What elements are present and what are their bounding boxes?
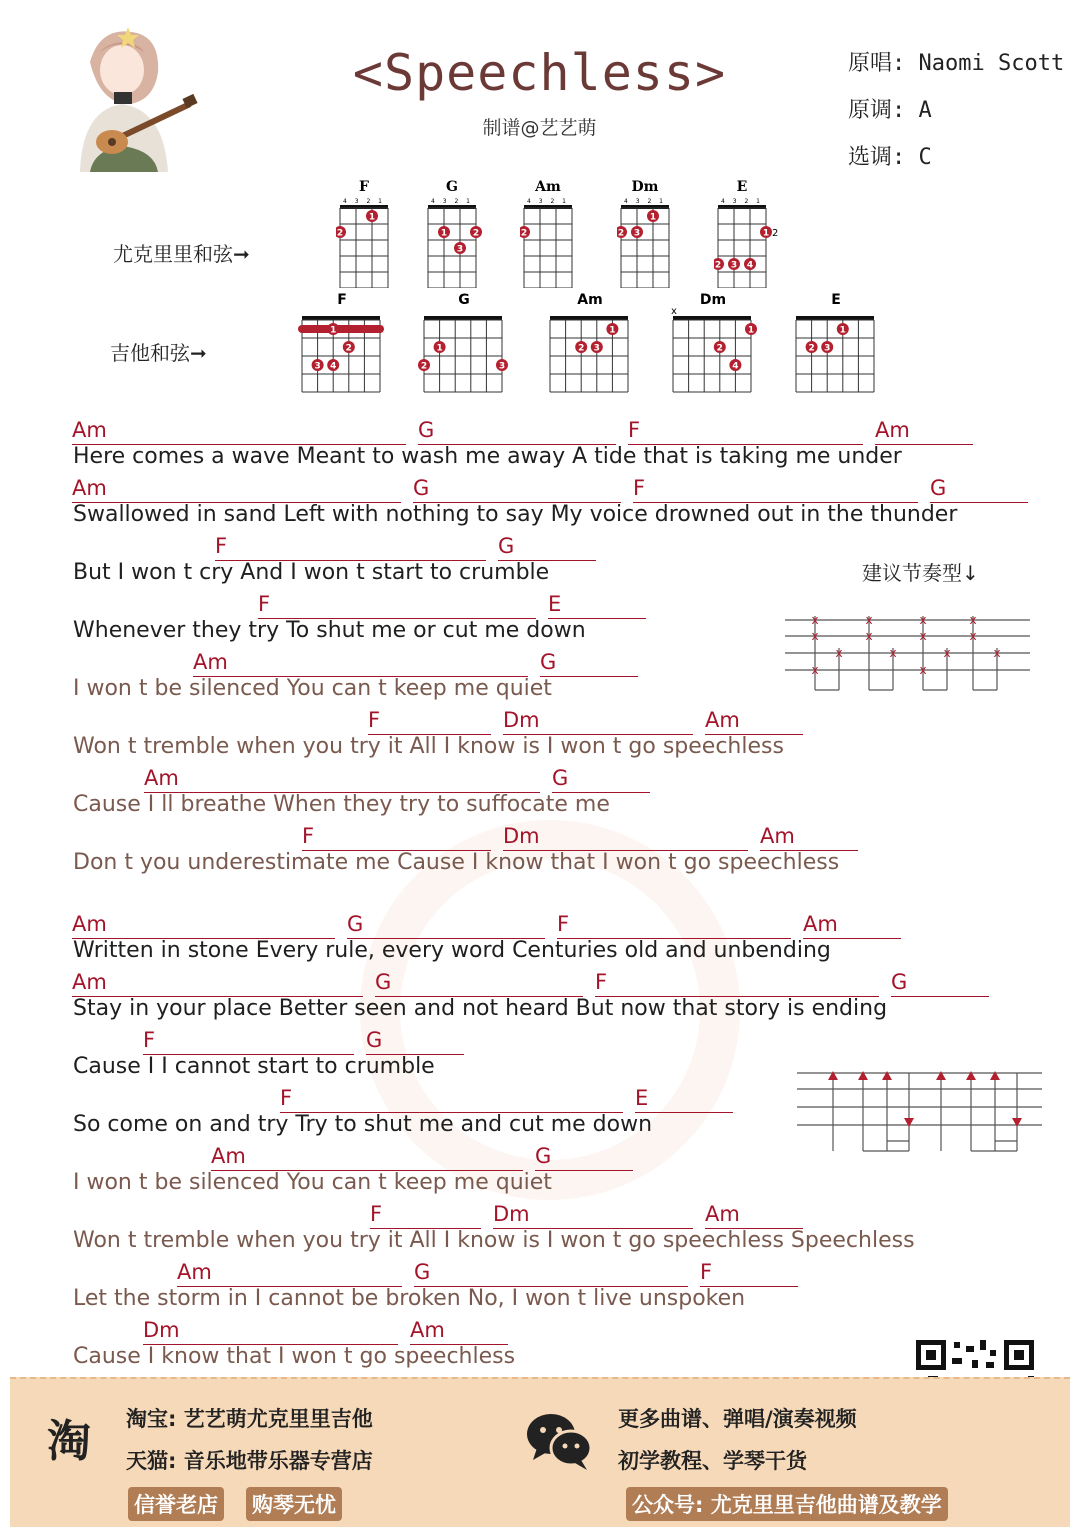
svg-text:1: 1 <box>747 325 755 336</box>
chord-label: Am <box>72 418 107 442</box>
svg-text:2: 2 <box>716 343 723 354</box>
chord-label: Dm <box>493 1202 530 1226</box>
finger-dot <box>366 210 378 223</box>
finger-dot <box>343 341 355 354</box>
svg-text:1: 1 <box>330 325 337 336</box>
chord-label: F <box>628 418 641 442</box>
finger-dot <box>606 323 618 336</box>
finger-dot <box>496 359 508 372</box>
svg-text:2: 2 <box>472 228 480 239</box>
finger-dot <box>327 323 339 336</box>
svg-text:x: x <box>889 646 897 660</box>
chord-label: Am <box>803 912 838 936</box>
svg-text:1: 1 <box>436 343 443 354</box>
arranger-credit: 制谱@艺艺萌 <box>482 117 597 139</box>
chord-label: F <box>258 592 271 616</box>
chord-name: E <box>831 292 841 308</box>
finger-dot <box>631 226 643 239</box>
ukulele-chord-g <box>424 176 500 288</box>
svg-text:2: 2 <box>345 343 352 354</box>
ukulele-chord-e <box>714 176 790 288</box>
chord-underline <box>540 676 638 677</box>
lyric-line: Won t tremble when you try it All I know is I won t go speechless <box>73 734 784 759</box>
svg-text:2: 2 <box>772 228 779 239</box>
string-numbers: 4 3 2 1 <box>624 198 666 205</box>
finger-dot <box>744 258 756 271</box>
string-numbers: 4 3 2 1 <box>431 198 473 205</box>
guitar-chord-dm <box>667 288 759 398</box>
svg-text:1: 1 <box>440 228 448 239</box>
finger-dot <box>821 341 833 354</box>
chord-label: Am <box>875 418 910 442</box>
svg-text:2: 2 <box>808 343 815 354</box>
svg-text:2: 2 <box>336 228 344 239</box>
finger-dot <box>520 226 530 239</box>
chord-name: F <box>337 292 347 308</box>
svg-text:1: 1 <box>839 325 846 336</box>
taobao-icon <box>38 1410 100 1472</box>
chord-name: Am <box>535 179 561 195</box>
svg-text:3: 3 <box>593 343 600 354</box>
lyric-line: Written in stone Every rule, every word Centuries old and unbending <box>73 938 831 963</box>
chord-label: Am <box>705 708 740 732</box>
svg-text:4: 4 <box>746 260 754 271</box>
chord-label: G <box>498 534 515 558</box>
ukulele-chords-label: 尤克里里和弦➞ <box>113 242 250 266</box>
strum-pattern-bottom <box>797 1067 1042 1157</box>
svg-text:1: 1 <box>609 325 616 336</box>
svg-text:1: 1 <box>762 228 770 239</box>
svg-text:3: 3 <box>498 361 506 372</box>
ukulele-chord-am <box>520 176 596 288</box>
original-singer: 原唱: Naomi Scott <box>848 51 1065 76</box>
chord-label: G <box>413 476 430 500</box>
svg-text:x: x <box>919 663 927 677</box>
string-numbers: 4 3 2 1 <box>721 198 763 205</box>
original-key: 原调: A <box>848 98 932 123</box>
lyric-line: Here comes a wave Meant to wash me away A tide that is taking me under <box>73 444 902 469</box>
svg-text:3: 3 <box>314 361 321 372</box>
chord-label: G <box>418 418 435 442</box>
ukulele-chord-dm <box>617 176 693 288</box>
chord-label: F <box>370 1202 383 1226</box>
guitar-chord-e <box>790 288 882 398</box>
finger-dot <box>714 341 726 354</box>
finger-dot <box>729 359 741 372</box>
taobao-store: 淘宝: 艺艺萌尤克里里吉他 <box>126 1407 373 1431</box>
chord-label: F <box>215 534 228 558</box>
svg-text:3: 3 <box>633 228 641 239</box>
chord-label: Am <box>193 650 228 674</box>
chord-label: G <box>930 476 947 500</box>
svg-text:2: 2 <box>420 361 428 372</box>
lyric-line: But I won t cry And I won t start to crumble <box>73 560 550 585</box>
chord-label: F <box>557 912 570 936</box>
svg-text:4: 4 <box>732 361 739 372</box>
svg-text:1: 1 <box>649 212 657 223</box>
finger-dot <box>434 341 446 354</box>
chord-label: Dm <box>143 1318 180 1342</box>
guitar-chords-label: 吉他和弦➞ <box>110 341 207 365</box>
finger-dot <box>647 210 659 223</box>
string-numbers: 4 3 2 1 <box>527 198 569 205</box>
svg-text:1: 1 <box>368 212 376 223</box>
chord-label: Am <box>705 1202 740 1226</box>
chord-label: F <box>595 970 608 994</box>
lyric-line: Won t tremble when you try it All I know is I won t go speechless Speechless <box>73 1228 915 1253</box>
lyric-line: Let the storm in I cannot be broken No, I won t live unspoken <box>73 1286 746 1311</box>
chord-label: G <box>414 1260 431 1284</box>
lyric-line: I won t be silenced You can t keep me quiet <box>73 1170 552 1195</box>
guitar-chord-g <box>418 288 510 398</box>
lyric-line: Whenever they try To shut me or cut me down <box>73 618 586 643</box>
chord-label: F <box>700 1260 713 1284</box>
finger-dot <box>728 258 740 271</box>
svg-text:2: 2 <box>520 228 528 239</box>
finger-dot <box>418 359 430 372</box>
lyric-line: Cause I ll breathe When they try to suffocate me <box>73 792 610 817</box>
chord-label: G <box>540 650 557 674</box>
chord-label: Am <box>211 1144 246 1168</box>
finger-dot <box>714 258 724 271</box>
chord-name: G <box>458 292 470 308</box>
svg-text:3: 3 <box>730 260 738 271</box>
guitar-chord-am <box>544 288 636 398</box>
lyric-line: I won t be silenced You can t keep me quiet <box>73 676 552 701</box>
chord-label: E <box>548 592 562 616</box>
wechat-icon <box>525 1410 595 1472</box>
chord-label: G <box>552 766 569 790</box>
svg-text:x: x <box>865 613 873 627</box>
more-content-line2: 初学教程、学琴干货 <box>618 1449 807 1473</box>
svg-text:x: x <box>671 306 677 317</box>
svg-text:2: 2 <box>714 260 722 271</box>
svg-text:x: x <box>811 629 819 643</box>
finger-dot <box>312 359 324 372</box>
svg-text:3: 3 <box>456 244 464 255</box>
finger-dot <box>760 226 772 239</box>
chord-label: F <box>302 824 315 848</box>
strum-pattern-top <box>785 608 1030 693</box>
chord-label: F <box>143 1028 156 1052</box>
lyric-line: Don t you underestimate me Cause I know that I won t go speechless <box>73 850 840 875</box>
chord-label: Dm <box>503 708 540 732</box>
badge-trusted-store: 信誉老店 <box>128 1487 224 1521</box>
chord-name: Dm <box>631 179 659 195</box>
svg-text:x: x <box>993 646 1001 660</box>
finger-dot <box>454 242 466 255</box>
chord-label: Am <box>760 824 795 848</box>
svg-text:x: x <box>865 629 873 643</box>
finger-dot <box>575 341 587 354</box>
finger-dot <box>617 226 627 239</box>
badge-buy-worry-free: 购琴无忧 <box>246 1487 342 1521</box>
lyric-line: Cause I know that I won t go speechless <box>73 1344 516 1369</box>
string-numbers: 4 3 2 1 <box>343 198 385 205</box>
svg-text:x: x <box>969 613 977 627</box>
chord-label: F <box>280 1086 293 1110</box>
rhythm-pattern-label: 建议节奏型↓ <box>862 561 979 585</box>
chord-name: G <box>446 179 458 195</box>
lyric-line: So come on and try Try to shut me and cut me down <box>73 1112 653 1137</box>
chord-name: F <box>359 179 369 195</box>
chord-label: G <box>347 912 364 936</box>
svg-text:淘: 淘 <box>47 1416 91 1467</box>
svg-text:2: 2 <box>617 228 625 239</box>
chord-label: Am <box>72 476 107 500</box>
svg-text:x: x <box>943 646 951 660</box>
more-content-line1: 更多曲谱、弹唱/演奏视频 <box>618 1407 857 1431</box>
chord-label: G <box>891 970 908 994</box>
svg-text:2: 2 <box>578 343 585 354</box>
finger-dot <box>336 226 346 239</box>
svg-text:x: x <box>835 646 843 660</box>
chord-label: G <box>535 1144 552 1168</box>
ukulele-chord-f <box>336 176 412 288</box>
chord-label: F <box>368 708 381 732</box>
svg-text:4: 4 <box>330 361 337 372</box>
chord-label: Dm <box>503 824 540 848</box>
finger-dot <box>837 323 849 336</box>
chord-label: E <box>635 1086 649 1110</box>
guitar-chord-f <box>296 288 388 398</box>
tmall-store: 天猫: 音乐地带乐器专营店 <box>126 1449 373 1473</box>
finger-dot <box>591 341 603 354</box>
finger-dot <box>806 341 818 354</box>
chord-name: Dm <box>699 292 727 308</box>
finger-dot <box>438 226 450 239</box>
chord-label: Am <box>177 1260 212 1284</box>
svg-text:x: x <box>919 613 927 627</box>
finger-dot <box>470 226 482 239</box>
chord-label: G <box>375 970 392 994</box>
chord-label: Am <box>144 766 179 790</box>
chord-label: F <box>633 476 646 500</box>
chord-label: G <box>366 1028 383 1052</box>
svg-text:3: 3 <box>824 343 831 354</box>
lyric-line: Stay in your place Better seen and not heard But now that story is ending <box>73 996 888 1021</box>
song-title: <Speechless> <box>352 44 727 102</box>
chord-name: E <box>736 179 748 195</box>
finger-dot <box>745 323 757 336</box>
chord-label: Am <box>72 912 107 936</box>
finger-dot <box>327 359 339 372</box>
wechat-account: 公众号: 尤克里里吉他曲谱及教学 <box>626 1487 948 1521</box>
lyric-line: Cause I I cannot start to crumble <box>73 1054 435 1079</box>
svg-text:x: x <box>811 663 819 677</box>
lyric-line: Swallowed in sand Left with nothing to say My voice drowned out in the thunder <box>73 502 958 527</box>
svg-text:x: x <box>919 629 927 643</box>
svg-text:x: x <box>811 613 819 627</box>
chord-label: Am <box>72 970 107 994</box>
chord-name: Am <box>577 292 603 308</box>
chord-label: Am <box>410 1318 445 1342</box>
chord-underline <box>891 996 989 997</box>
chosen-key: 选调: C <box>848 145 932 170</box>
svg-text:x: x <box>969 629 977 643</box>
